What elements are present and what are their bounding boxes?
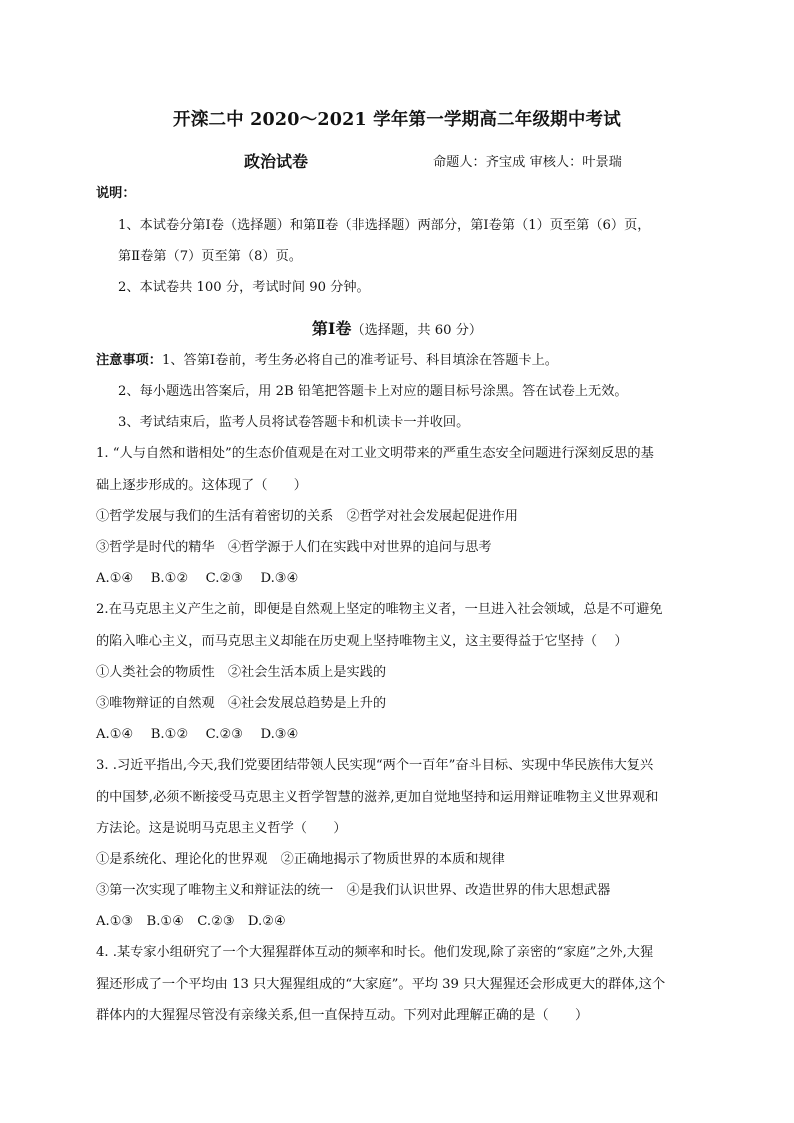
instruction-item: 第Ⅱ卷第（7）页至第（8）页。 [118, 249, 302, 264]
exam-title: 开滦二中 2020～2021 学年第一学期高二年级期中考试 [173, 110, 621, 130]
notice-item: 2、每小题选出答案后，用 2B 铅笔把答题卡上对应的题目标号涂黑。答在试卷上无效。 [118, 384, 628, 399]
question-3-stem: 3. .习近平指出,今天,我们党要团结带领人民实现“两个一百年”奋斗目标、实现中华民族伟大复兴 [96, 758, 654, 773]
instruction-item: 2、本试卷共 100 分，考试时间 90 分钟。 [118, 280, 370, 295]
question-4-stem: 4. .某专家小组研究了一个大猩猩群体互动的频率和时长。他们发现,除了亲密的“家庭”之外,大猩 [96, 945, 654, 960]
notice-item: 1、答第Ⅰ卷前，考生务必将自己的准考证号、科目填涂在答题卡上。 [161, 353, 558, 368]
question-1-option: ③哲学是时代的精华 ④哲学源于人们在实践中对世界的追问与思考 [96, 540, 492, 555]
question-3-answers: A.①③ B.①④ C.②③ D.②④ [96, 914, 286, 929]
notice-item: 3、考试结束后，监考人员将试卷答题卡和机读卡一并收回。 [118, 415, 470, 430]
question-2-option: ①人类社会的物质性 ②社会生活本质上是实践的 [96, 665, 387, 680]
section-note: （选择题，共 60 分） [351, 323, 483, 338]
authors: 命题人：齐宝成 审核人：叶景瑞 [433, 155, 622, 170]
subject-name: 政治试卷 [244, 152, 309, 171]
notice-label: 注意事项： [96, 353, 162, 368]
question-3-stem: 方法论。这是说明马克思主义哲学（ ） [96, 821, 347, 836]
question-3-option: ①是系统化、理论化的世界观 ②正确地揭示了物质世界的本质和规律 [96, 852, 505, 867]
question-3-stem: 的中国梦,必须不断接受马克思主义哲学智慧的滋养,更加自觉地坚持和运用辩证唯物主义世界观和 [96, 790, 659, 805]
question-2-option: ③唯物辩证的自然观 ④社会发展总趋势是上升的 [96, 696, 387, 711]
question-4-stem: 猩还形成了一个平均由 13 只大猩猩组成的“大家庭”。平均 39 只大猩猩还会形成更大的群体,这个 [96, 977, 666, 992]
notice-line [96, 352, 558, 370]
section-heading [0, 316, 794, 339]
question-3-option: ③第一次实现了唯物主义和辩证法的统一 ④是我们认识世界、改造世界的伟大思想武器 [96, 883, 611, 898]
question-2-stem: 的陷入唯心主义，而马克思主义却能在历史观上坚持唯物主义，这主要得益于它坚持（ ） [96, 634, 628, 649]
section-title: 第Ⅰ卷 [311, 319, 352, 338]
question-1-stem: 1. “人与自然和谐相处”的生态价值观是在对工业文明带来的严重生态安全问题进行深刻反思的基 [96, 446, 654, 461]
question-2-answers: A.①④ B.①② C.②③ D.③④ [96, 727, 299, 742]
question-1-stem: 础上逐步形成的。这体现了（ ） [96, 478, 307, 493]
instructions-label: 说明： [96, 186, 136, 201]
instruction-item: 1、本试卷分第Ⅰ卷（选择题）和第Ⅱ卷（非选择题）两部分，第Ⅰ卷第（1）页至第（6）页， [118, 218, 651, 233]
question-1-answers: A.①④ B.①② C.②③ D.③④ [96, 571, 299, 586]
question-1-option: ①哲学发展与我们的生活有着密切的关系 ②哲学对社会发展起促进作用 [96, 509, 518, 524]
question-2-stem: 2.在马克思主义产生之前，即便是自然观上坚定的唯物主义者，一旦进入社会领域，总是不可避免 [96, 602, 663, 617]
question-4-stem: 群体内的大猩猩尽管没有亲缘关系,但一直保持互动。下列对此理解正确的是（ ） [96, 1008, 589, 1023]
